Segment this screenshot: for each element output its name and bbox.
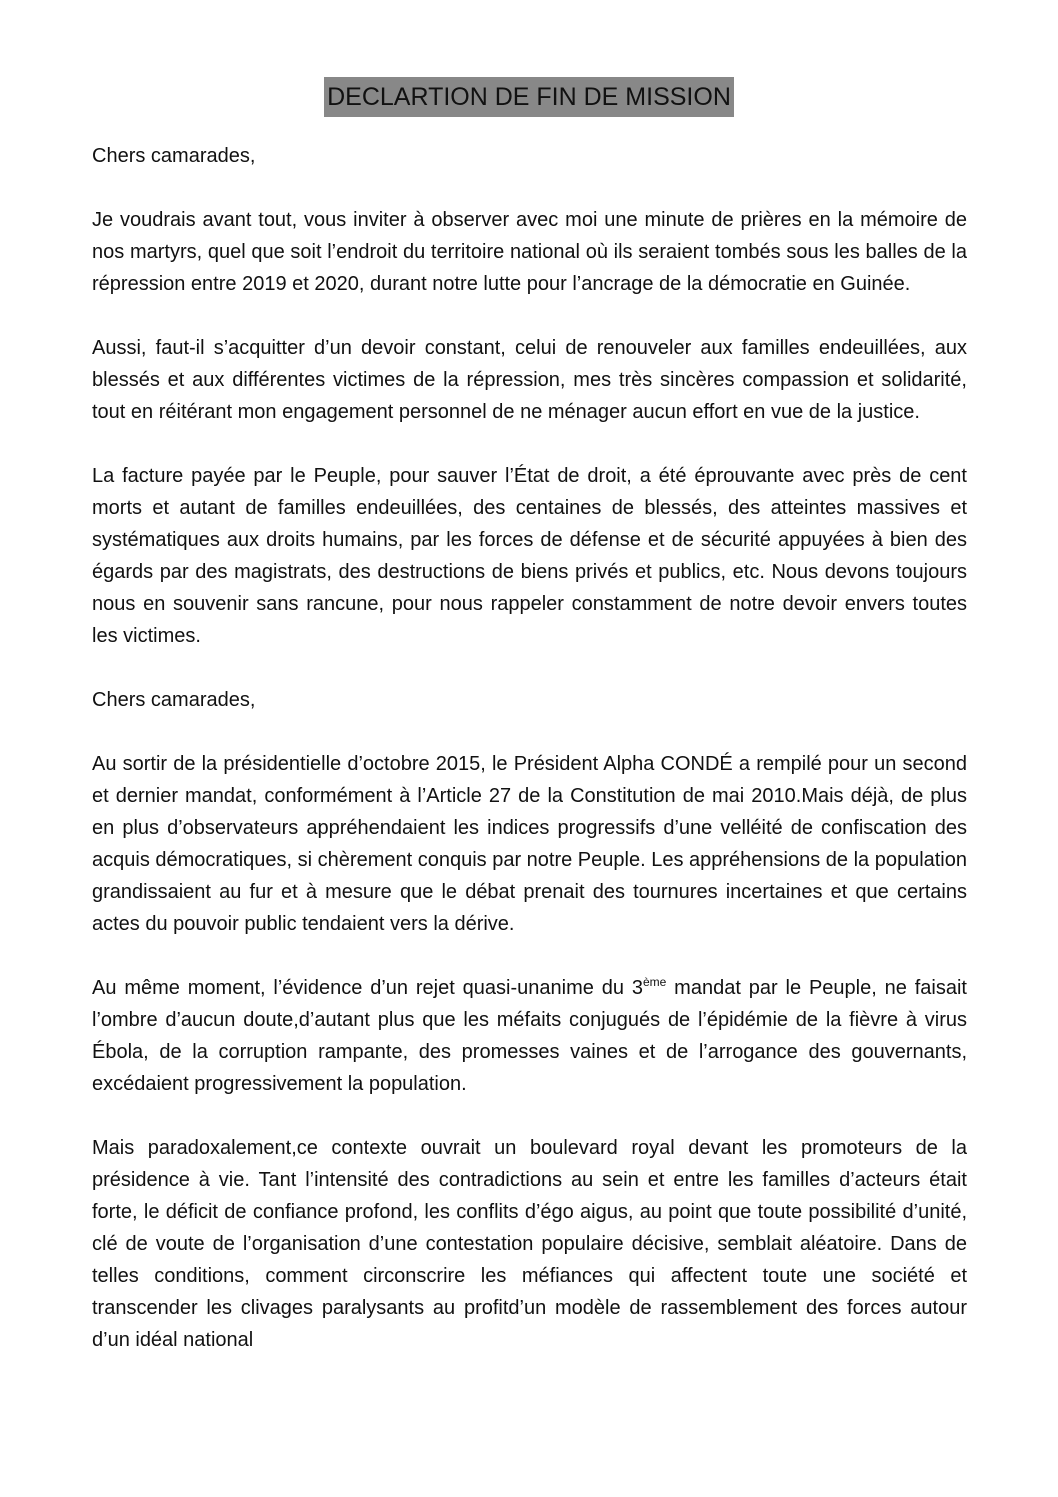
document-title: DECLARTION DE FIN DE MISSION [324, 77, 734, 117]
paragraph-salutation-1: Chers camarades, [92, 145, 256, 167]
paragraph-salutation-2: Chers camarades, [92, 689, 256, 711]
paragraph-compassion: Aussi, faut-il s’acquitter d’un devoir constant, celui de renouveler aux familles endeuillées, aux blessés et aux différentes victimes de la répression, mes très sincères compassion et solidarité, tout en réitérant mon engagement personnel de ne ménager aucun effort en vue de la justice. [92, 337, 967, 423]
paragraph-third-mandate [92, 972, 967, 1100]
paragraph-context-2015: Au sortir de la présidentielle d’octobre 2015, le Président Alpha CONDÉ a rempilé pour un second et dernier mandat, conformément à l’Article 27 de la Constitution de mai 2010.Mais déjà, de plus en plus d’observateurs appréhendaient les indices progressifs d’une velléité de confiscation des acquis démocratiques, si chèrement conquis par notre Peuple. Les appréhensions de la population grandissaient au fur et à mesure que le débat prenait des tournures incertaines et que certains actes du pouvoir public tendaient vers la dérive. [92, 753, 967, 935]
para7-text-start: Au même moment, l’évidence d’un rejet quasi-unanime du 3 [92, 977, 643, 999]
document-body [92, 140, 967, 1356]
title-container [0, 77, 1058, 117]
para7-superscript: ème [642, 975, 667, 989]
paragraph-tribute: Je voudrais avant tout, vous inviter à observer avec moi une minute de prières en la mémoire de nos martyrs, quel que soit l’endroit du territoire national où ils seraient tombés sous les balles de la répression entre 2019 et 2020, durant notre lutte pour l’ancrage de la démocratie en Guinée. [92, 209, 967, 295]
paragraph-paradox: Mais paradoxalement,ce contexte ouvrait un boulevard royal devant les promoteurs de la présidence à vie. Tant l’intensité des contradictions au sein et entre les familles d’acteurs était forte, le déficit de confiance profond, les conflits d’égo aigus, au point que toute possibilité d’unité, clé de voute de l’organisation d’une contestation populaire décisive, semblait aléatoire. Dans de telles conditions, comment circonscrire les méfiances qui affectent toute une société et transcender les clivages paralysants au profitd’un modèle de rassemblement des forces autour d’un idéal national [92, 1137, 967, 1351]
paragraph-cost: La facture payée par le Peuple, pour sauver l’État de droit, a été éprouvante avec près de cent morts et autant de familles endeuillées, des centaines de blessés, des atteintes massives et systématiques aux droits humains, par les forces de défense et de sécurité appuyées à bien des égards par des magistrats, des destructions de biens privés et publics, etc. Nous devons toujours nous en souvenir sans rancune, pour nous rappeler constamment de notre devoir envers toutes les victimes. [92, 465, 967, 647]
para7-text-end: mandat par le Peuple, ne faisait l’ombre d’aucun doute,d’autant plus que les méfaits conjugués de l’épidémie de la fièvre à virus Ébola, de la corruption rampante, des promesses vaines et de l’arrogance des gouvernants, excédaient progressivement la population. [92, 977, 967, 1095]
